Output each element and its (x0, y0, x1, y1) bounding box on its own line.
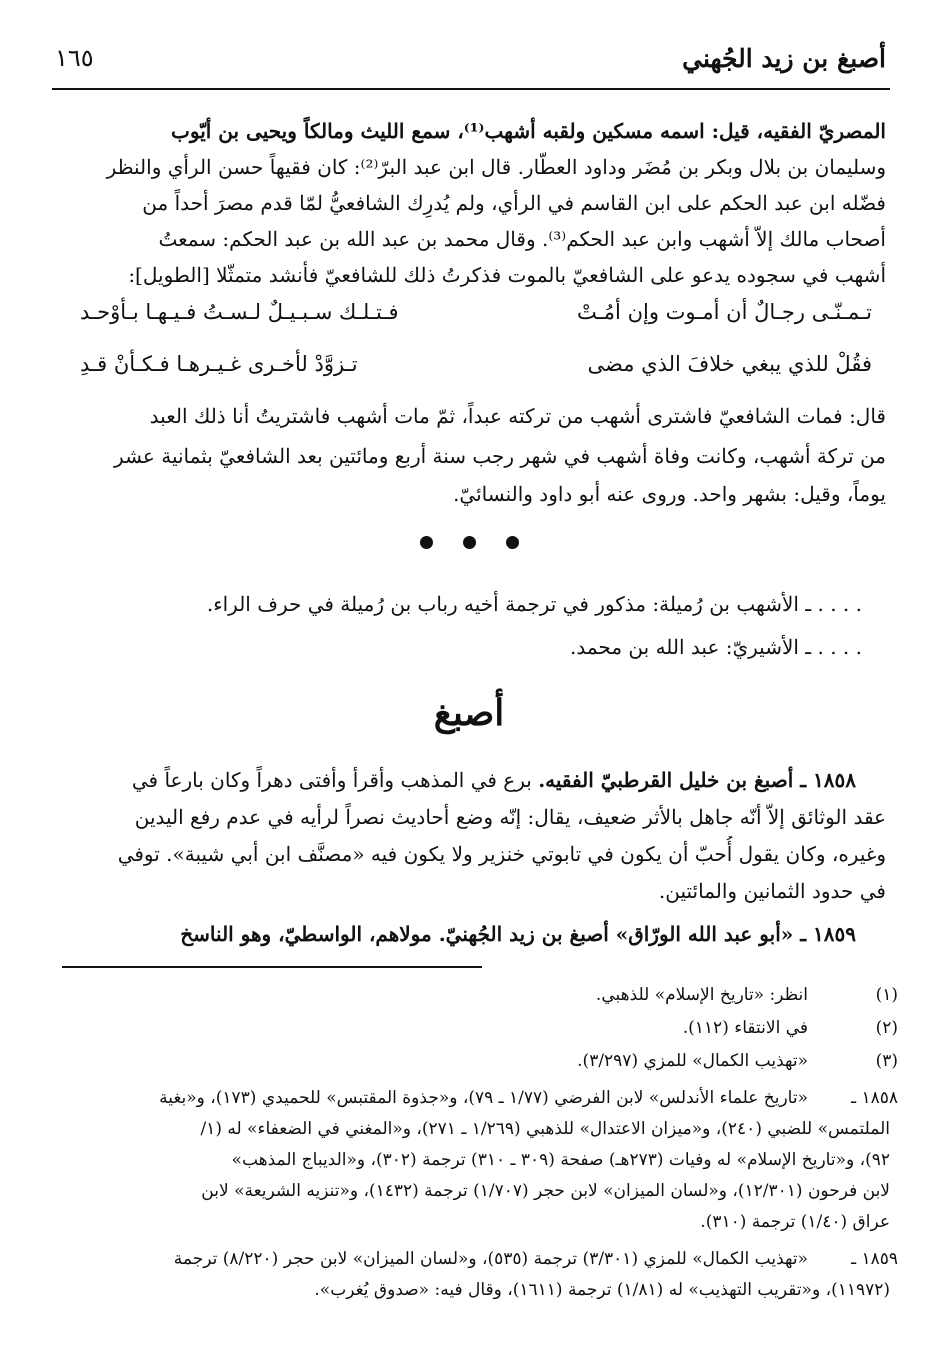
intro-line-2: وسليمان بن بلال وبكر بن مُضَر وداود العطّار. قال ابن عبد البرّ⁽²⁾: كان فقيهاً حسن الرأي والنظر (106, 155, 886, 179)
footnote-number: (٢) (875, 1018, 898, 1038)
intro-line-text: المصريّ الفقيه، قيل: اسمه مسكين ولقبه أشهب⁽¹⁾، سمع الليث ومالكاً ويحيى بن أيّوب (171, 119, 886, 143)
footnote-1 (48, 980, 898, 1011)
after-verse-line-1: قال: فمات الشافعيّ فاشترى أشهب من تركته عبداً، ثمّ مات أشهب فاشتريتُ أنا ذلك العبد (149, 404, 886, 428)
footnote-text: الملتمس» للضبي (٢٤٠)، و«ميزان الاعتدال» للذهبي (١/٢٦٩ ـ ٢٧١)، و«المغني في الضعفاء» له (١/ (200, 1119, 890, 1139)
entry-1858-line-4: في حدود الثمانين والمائتين. (658, 879, 886, 903)
running-header-title: أصبغ بن زيد الجُهني (682, 44, 886, 73)
footnote-text: ٩٢)، و«تاريخ الإسلام» له وفيات (٢٧٣هـ) صفحة (٣٠٩ ـ ٣١٠) ترجمة (٣٠٢)، و«الديباج المذهب» (231, 1150, 890, 1170)
entry-1858-line-1 (52, 762, 856, 798)
footnote-text: في الانتقاء (١١٢). (682, 1018, 808, 1038)
footnote-2 (48, 1013, 898, 1044)
separator-dot (463, 536, 476, 549)
footnote-number: (٣) (875, 1051, 898, 1071)
footnote-text: «تهذيب الكمال» للمزي (٣/٣٠١) ترجمة (٥٣٥)، و«لسان الميزان» لابن حجر (٨/٢٢٠) ترجمة (173, 1249, 808, 1269)
footnote-1858-line-4 (48, 1176, 890, 1207)
separator-dot (420, 536, 433, 549)
verse-1-second-hemistich: فـتـلـك سـبـيـلٌ لـسـتُ فـيـهـا بـأوْحـد (80, 300, 399, 324)
intro-line-3: فضّله ابن عبد الحكم على ابن القاسم في الرأي، ولم يُدرِك الشافعيُّ لمّا قدم مصرَ أحداً من (142, 191, 886, 215)
header-rule (52, 88, 890, 90)
after-verse-line-3: يوماً، وقيل: بشهر واحد. وروى عنه أبو داود والنسائيّ. (453, 482, 886, 506)
separator-dot (506, 536, 519, 549)
entry-1859-heading: ١٨٥٩ ـ «أبو عبد الله الورّاق» أصبغ بن زيد الجُهنيّ. مولاهم، الواسطيّ، وهو الناسخ (180, 922, 856, 946)
footnote-text: انظر: «تاريخ الإسلام» للذهبي. (595, 985, 808, 1005)
footnote-3 (48, 1046, 898, 1077)
intro-line-1 (52, 113, 886, 149)
footnote-number: (١) (875, 985, 898, 1005)
footnote-1859 (48, 1244, 898, 1275)
entry-1858-text: برع في المذهب وأقرأ وأفتى دهراً وكان بارعاً في (131, 768, 539, 792)
entry-1858-line-3: وغيره، وكان يقول أُحبّ أن يكون في تابوتي خنزير ولا يكون فيه «مصنَّف ابن أبي شيبة». توفي (117, 842, 886, 866)
footnote-number: ١٨٥٩ ـ (851, 1249, 898, 1269)
verse-2-first-hemistich: فقُلْ للذي يبغي خلافَ الذي مضى (587, 352, 872, 376)
footnote-text: (١١٩٧٢)، و«تقريب التهذيب» له (١/٨١) ترجمة (١٦١١)، وقال فيه: «صدوق يُغرب». (314, 1280, 890, 1300)
footnote-number: ١٨٥٨ ـ (851, 1088, 898, 1108)
cross-ref-ashiri: . . . . ـ الأشيريّ: عبد الله بن محمد. (570, 635, 862, 659)
section-heading: أصبغ (433, 692, 505, 734)
entry-1859-line-1 (52, 916, 856, 952)
footnote-text: «تهذيب الكمال» للمزي (٣/٢٩٧). (577, 1051, 808, 1071)
footnote-text: عراق (١/٤٠) ترجمة (٣١٠). (700, 1212, 890, 1232)
page-number: ١٦٥ (55, 44, 94, 72)
footnote-1858-line-2 (48, 1114, 890, 1145)
verse-1-first-hemistich: تـمـنّـى رجـالٌ أن أمـوت وإن أمُـتْ (577, 300, 872, 324)
intro-line-4: أصحاب مالك إلاّ أشهب وابن عبد الحكم⁽³⁾. وقال محمد بن عبد الله بن عبد الحكم: سمعتُ (158, 227, 886, 251)
verse-2-second-hemistich: تـزوَّدْ لأخـرى غـيـرهـا فـكـأنْ قـدِ (80, 352, 358, 376)
footnote-rule (62, 966, 482, 968)
entry-1858-heading: ١٨٥٨ ـ أصبغ بن خليل القرطبيّ الفقيه. (538, 768, 856, 792)
footnote-1858 (48, 1083, 898, 1114)
footnote-1859-line-2 (48, 1275, 890, 1306)
footnote-text: «تاريخ علماء الأندلس» لابن الفرضي (١/٧٧ ـ ٧٩)، و«جذوة المقتبس» للحميدي (١٧٣)، و«بغية (159, 1088, 808, 1108)
footnote-1858-line-3 (48, 1145, 890, 1176)
verse-line-2 (60, 352, 886, 392)
footnote-text: لابن فرحون (١٢/٣٠١)، و«لسان الميزان» لابن حجر (١/٧٠٧) ترجمة (١٤٣٢)، و«تنزيه الشريعة» لابن (201, 1181, 890, 1201)
after-verse-line-2: من تركة أشهب، وكانت وفاة أشهب في شهر رجب سنة أربع ومائتين بعد الشافعيّ بثمانية عشر (114, 444, 886, 468)
footnote-1858-line-5 (48, 1207, 890, 1238)
verse-line-1 (60, 300, 886, 340)
intro-line-5: أشهب في سجوده يدعو على الشافعيّ بالموت فذكرتُ ذلك للشافعيّ فأنشد متمثّلا [الطويل]: (128, 263, 886, 287)
cross-ref-ashhab: . . . . ـ الأشهب بن رُميلة: مذكور في ترجمة أخيه رباب بن رُميلة في حرف الراء. (206, 592, 862, 616)
section-separator-dots (0, 534, 938, 553)
entry-1858-line-2: عقد الوثائق إلاّ أنّه جاهل بالأثر ضعيف، يقال: إنّه وضع أحاديث نصراً لرأيه في عدم رفع اليدين (134, 805, 886, 829)
